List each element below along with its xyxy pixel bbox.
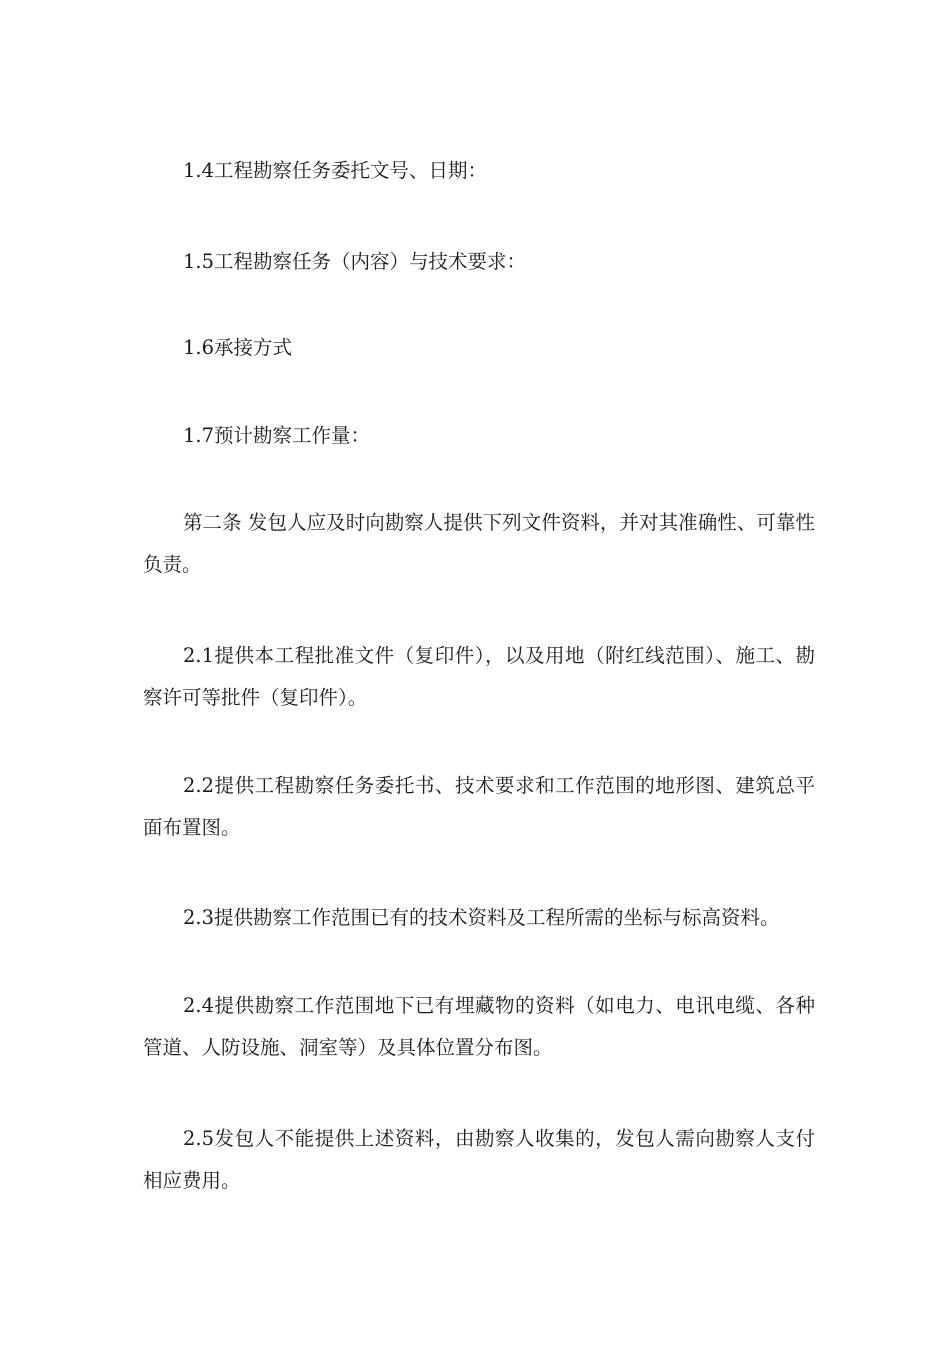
paragraph-2-2: 2.2提供工程勘察任务委托书、技术要求和工作范围的地形图、建筑总平面布置图。 [143,774,815,839]
paragraph-1-5: 1.5工程勘察任务（内容）与技术要求： [183,250,527,273]
paragraph-1-6: 1.6承接方式 [183,336,293,359]
paragraph-2-4: 2.4提供勘察工作范围地下已有埋藏物的资料（如电力、电讯电缆、各种管道、人防设施、洞室等）及具体位置分布图。 [143,994,815,1059]
paragraph-article-2: 第二条 发包人应及时向勘察人提供下列文件资料，并对其准确性、可靠性负责。 [143,511,815,576]
paragraph-1-4: 1.4工程勘察任务委托文号、日期： [183,159,488,182]
paragraph-1-7: 1.7预计勘察工作量： [183,424,371,447]
paragraph-2-3: 2.3提供勘察工作范围已有的技术资料及工程所需的坐标与标高资料。 [183,906,780,929]
paragraph-2-5: 2.5发包人不能提供上述资料，由勘察人收集的，发包人需向勘察人支付相应费用。 [143,1127,815,1192]
paragraph-2-1: 2.1提供本工程批准文件（复印件），以及用地（附红线范围）、施工、勘察许可等批件（复印件）。 [143,644,815,709]
